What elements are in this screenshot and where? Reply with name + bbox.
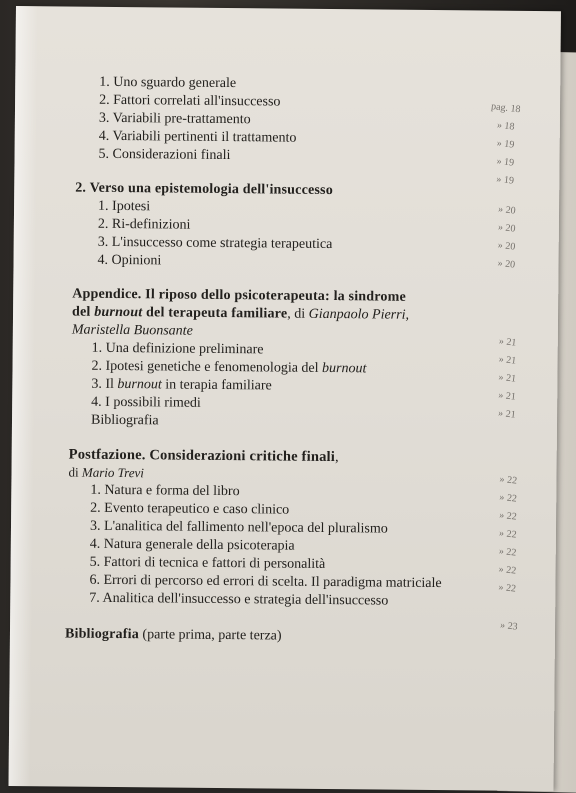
toc-item: 2. Ipotesi genetiche e fenomenologia del burnout [91, 358, 367, 377]
appendix-title-line2: del burnout del terapeuta familiare, di Gianpaolo Pierri, [71, 304, 410, 323]
page-ref: » 19 [496, 155, 515, 169]
page-ref: » 20 [497, 257, 516, 271]
toc-item: 2. Ri-definizioni [97, 216, 191, 233]
page-ref: » 22 [498, 509, 518, 523]
toc-item: 1. Natura e forma del libro [90, 482, 240, 500]
page-ref: » 21 [497, 407, 517, 421]
toc-item: 5. Fattori di tecnica e fattori di personalità [89, 554, 326, 572]
toc-item: 5. Considerazioni finali [98, 146, 231, 164]
page-ref: » 23 [499, 619, 519, 633]
toc-item: 3. L'analitica del fallimento nell'epoca del pluralismo [89, 518, 388, 537]
page-ref: » 21 [498, 335, 517, 349]
toc-item: 1. Ipotesi [98, 198, 151, 215]
afterword-title: Postfazione. Considerazioni critiche finali, [68, 446, 339, 466]
page-ref: » 22 [498, 491, 518, 505]
page-ref: » 19 [495, 173, 515, 187]
page-ref: » 21 [497, 389, 517, 403]
toc-item: 4. Variabili pertinenti il trattamento [98, 128, 297, 146]
page-ref: » 22 [498, 563, 517, 577]
toc-item: 6. Errori di percorso ed errori di scelta. Il paradigma matriciale [89, 572, 442, 592]
bibliography-entry: Bibliografia (parte prima, parte terza) [64, 626, 282, 644]
page-ref: » 22 [498, 545, 517, 559]
page-ref: » 21 [498, 353, 517, 367]
page-ref: » 21 [497, 371, 517, 385]
toc-item: 4. Natura generale della psicoterapia [89, 536, 295, 554]
toc-item: 1. Uno sguardo generale [99, 74, 237, 92]
page-ref: » 20 [497, 203, 517, 217]
page-ref: » 19 [496, 137, 515, 151]
page-ref: » 20 [497, 221, 517, 235]
toc-item: Bibliografia [90, 412, 159, 429]
page-ref: » 22 [497, 581, 517, 595]
section-title: 2. Verso una epistemologia dell'insuccesso [75, 180, 334, 199]
toc-item: 3. Variabili pre-trattamento [98, 110, 251, 128]
toc-item: 4. Opinioni [97, 252, 162, 269]
toc-item: 3. Il burnout in terapia familiare [91, 376, 272, 394]
table-of-contents [9, 6, 561, 791]
page-ref: » 22 [498, 527, 518, 541]
page-ref: pag. 18 [490, 101, 522, 116]
toc-item: 7. Analitica dell'insuccesso e strategia dell'insuccesso [89, 590, 389, 609]
toc-item: 2. Fattori correlati all'insuccesso [99, 92, 281, 110]
page-ref: » 18 [496, 119, 515, 133]
toc-item: 3. L'insuccesso come strategia terapeutica [97, 234, 333, 253]
toc-item: 2. Evento terapeutico e caso clinico [90, 500, 290, 518]
appendix-title: Appendice. Il riposo dello psicoterapeuta: la sindrome [72, 286, 407, 305]
toc-item: 4. I possibili rimedi [91, 394, 201, 411]
page-ref: » 20 [497, 239, 516, 253]
afterword-author: di Mario Trevi [68, 464, 144, 481]
page-ref: » 22 [498, 473, 518, 487]
book-page [9, 6, 561, 791]
appendix-author: Maristella Buonsante [71, 322, 193, 339]
toc-item: 1. Una definizione preliminare [91, 340, 264, 358]
